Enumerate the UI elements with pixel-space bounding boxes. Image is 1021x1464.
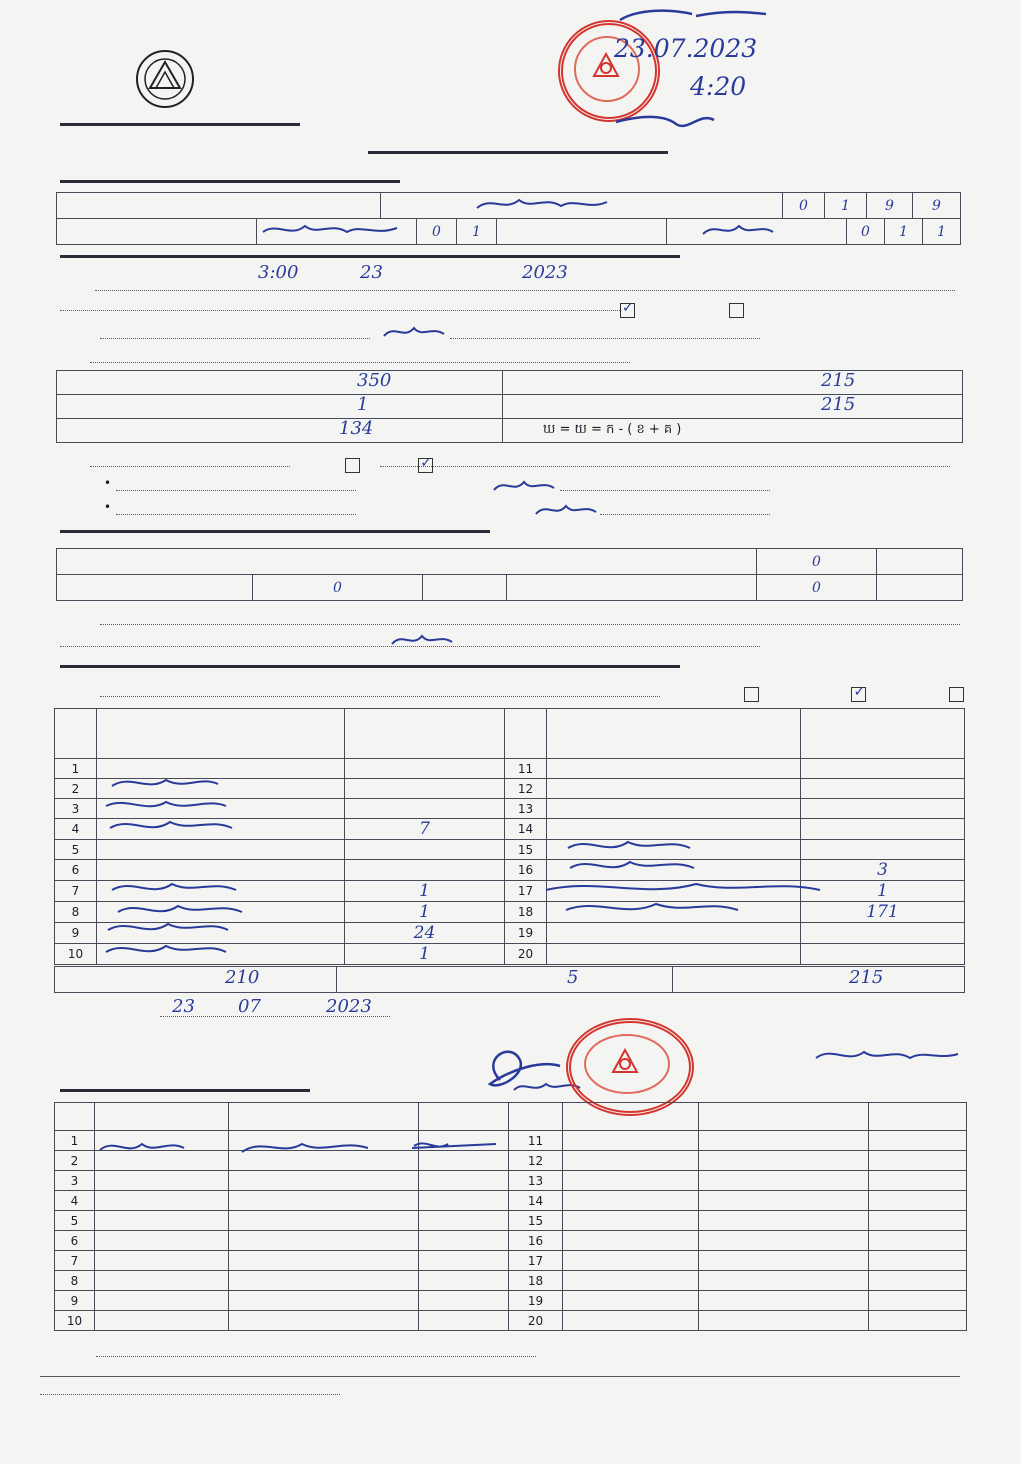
stamp-time: 4:20 xyxy=(690,72,747,101)
row-number: 10 xyxy=(55,1311,95,1331)
witness-signature-cell[interactable] xyxy=(419,1271,509,1291)
bullet-icon: • xyxy=(104,500,112,514)
party-votes: 3 xyxy=(801,860,965,881)
witness-signature-cell[interactable] xyxy=(419,1291,509,1311)
row-number: 6 xyxy=(55,860,97,881)
witness-signature-cell[interactable] xyxy=(869,1251,967,1271)
table-row xyxy=(55,1271,967,1291)
witness-party-cell[interactable] xyxy=(699,1191,869,1211)
witness-party-cell[interactable] xyxy=(699,1271,869,1291)
station-name-value xyxy=(381,193,783,219)
row-number: 15 xyxy=(509,1211,563,1231)
ballots-in-box-value: 215 xyxy=(821,394,856,415)
witness-name-cell[interactable] xyxy=(563,1311,699,1331)
witness-party-cell[interactable] xyxy=(229,1251,419,1271)
section-2-heading xyxy=(60,250,680,262)
row-number: 5 xyxy=(55,1211,95,1231)
box-total-cell xyxy=(673,967,965,993)
box-count-checkbox-1[interactable] xyxy=(744,687,759,702)
witness-party-cell[interactable] xyxy=(229,1311,419,1331)
unused-ballots-value: 134 xyxy=(339,418,374,439)
witness-party-cell[interactable] xyxy=(229,1171,419,1191)
table-row xyxy=(55,1291,967,1311)
party-votes: 7 xyxy=(345,819,505,840)
station-code-digit: 1 xyxy=(825,193,867,219)
witness-signature-cell[interactable] xyxy=(869,1291,967,1311)
complaints-pending-value: 0 xyxy=(253,575,423,601)
witness-party-cell[interactable] xyxy=(699,1291,869,1311)
row-number: 11 xyxy=(509,1131,563,1151)
row-number: 19 xyxy=(505,923,547,944)
formula-cell xyxy=(503,419,963,443)
witness-party-cell[interactable] xyxy=(699,1251,869,1271)
count-day: 23 xyxy=(360,262,383,283)
cases-unit xyxy=(423,575,507,601)
witness-party-cell[interactable] xyxy=(699,1231,869,1251)
complaints-forwarded-value: 0 xyxy=(757,575,877,601)
row-number: 6 xyxy=(55,1231,95,1251)
district-code-digit: 1 xyxy=(885,219,923,245)
party-votes: 1 xyxy=(801,881,965,902)
totals-table xyxy=(54,966,965,993)
party-votes: 1 xyxy=(345,902,505,923)
section-5-heading xyxy=(60,1084,310,1096)
match-yes-checkbox[interactable] xyxy=(345,458,360,473)
table-row xyxy=(55,1171,967,1191)
witness-party-cell[interactable] xyxy=(229,1231,419,1251)
witness-name-cell[interactable] xyxy=(563,1291,699,1311)
damaged-ballots-value: 1 xyxy=(357,394,369,415)
witness-party-cell[interactable] xyxy=(699,1131,869,1151)
station-code-digit: 9 xyxy=(913,193,961,219)
witness-name-cell[interactable] xyxy=(563,1171,699,1191)
row-number: 5 xyxy=(55,840,97,860)
check-icon: ✓ xyxy=(853,684,866,700)
witness-name-cell[interactable] xyxy=(95,1311,229,1331)
station-code-digit: 0 xyxy=(783,193,825,219)
station-code-digit: 9 xyxy=(867,193,913,219)
damaged-ballots-row xyxy=(57,395,503,419)
row-number: 13 xyxy=(505,799,547,819)
witness-party-cell[interactable] xyxy=(699,1151,869,1171)
previous-issues-note xyxy=(380,320,450,349)
commune-label xyxy=(57,219,257,245)
witness-signature-cell[interactable] xyxy=(869,1271,967,1291)
check-icon: ✓ xyxy=(622,300,634,316)
row-number: 12 xyxy=(509,1151,563,1171)
table-header-row xyxy=(55,709,965,759)
organization-title xyxy=(60,116,300,132)
witness-signature-cell[interactable] xyxy=(419,1211,509,1231)
location-info-table xyxy=(56,218,961,245)
witness-name-cell[interactable] xyxy=(563,1211,699,1231)
commune-code-digit: 1 xyxy=(457,219,497,245)
ballots-in-box-row xyxy=(503,395,963,419)
nec-emblem-icon xyxy=(134,48,196,110)
count-start-time: 3:00 xyxy=(258,262,299,283)
district-name-value xyxy=(667,219,847,245)
party-votes: 171 xyxy=(801,902,965,923)
row-number: 4 xyxy=(55,1191,95,1211)
section-3-heading xyxy=(60,525,490,537)
table-row xyxy=(55,1211,967,1231)
row-number: 1 xyxy=(55,1131,95,1151)
complaints-pending-label xyxy=(57,575,253,601)
handwritten-station-name xyxy=(381,194,641,214)
row-number: 7 xyxy=(55,1251,95,1271)
witness-signature-cell[interactable] xyxy=(419,1191,509,1211)
valid-total-cell xyxy=(55,967,337,993)
row-number: 9 xyxy=(55,923,97,944)
commune-code-digit: 0 xyxy=(417,219,457,245)
commune-name-value xyxy=(257,219,417,245)
witness-name-cell[interactable] xyxy=(95,1191,229,1211)
count-year: 2023 xyxy=(522,262,568,283)
complaints-forwarded-label xyxy=(507,575,757,601)
witness-signature-cell[interactable] xyxy=(419,1231,509,1251)
witness-name-cell[interactable] xyxy=(563,1251,699,1271)
footer-rule xyxy=(40,1376,960,1377)
row-number: 2 xyxy=(55,779,97,799)
complaints-note xyxy=(388,628,458,656)
table-row xyxy=(55,1231,967,1251)
table-row xyxy=(55,1191,967,1211)
box-total-value: 215 xyxy=(849,967,884,988)
row-number: 8 xyxy=(55,902,97,923)
record-date-year: 2023 xyxy=(326,996,372,1017)
secretary-signature xyxy=(812,1044,962,1072)
witness-signature-cell[interactable] xyxy=(869,1151,967,1171)
seal-emblem-icon xyxy=(609,1046,641,1078)
district-label xyxy=(497,219,667,245)
witness-name-cell[interactable] xyxy=(563,1271,699,1291)
party-votes: 1 xyxy=(345,944,505,965)
handwritten-commune-name xyxy=(257,220,407,240)
record-date-day: 23 xyxy=(172,996,195,1017)
row-number: 2 xyxy=(55,1151,95,1171)
handwritten-district-name xyxy=(667,220,837,240)
box-count-checkbox-3[interactable] xyxy=(949,687,964,702)
witness-name-cell[interactable] xyxy=(95,1171,229,1191)
seal-intact-checkbox[interactable] xyxy=(620,300,635,318)
witness-signature-cell[interactable] xyxy=(419,1171,509,1191)
row-number: 11 xyxy=(505,759,547,779)
witness-signature-cell[interactable] xyxy=(419,1311,509,1331)
witness-name-cell[interactable] xyxy=(563,1131,699,1151)
witness-signature-cell[interactable] xyxy=(869,1311,967,1331)
row-number: 13 xyxy=(509,1171,563,1191)
table-header-row xyxy=(55,1103,967,1131)
witness-name-cell[interactable] xyxy=(95,1211,229,1231)
received-ballots-value: 350 xyxy=(357,370,392,391)
row-number: 18 xyxy=(509,1271,563,1291)
witness-name-cell[interactable] xyxy=(563,1191,699,1211)
received-ballots-row xyxy=(57,371,503,395)
witness-party-cell[interactable] xyxy=(699,1311,869,1331)
invalid-total-cell xyxy=(337,967,673,993)
check-icon: ✓ xyxy=(420,455,433,471)
row-number: 3 xyxy=(55,799,97,819)
row-number: 4 xyxy=(55,819,97,840)
invalid-total-value: 5 xyxy=(567,967,579,988)
cases-unit xyxy=(877,549,963,575)
witness-party-cell[interactable] xyxy=(229,1271,419,1291)
witness-signature-cell[interactable] xyxy=(869,1231,967,1251)
stamp-date: 23.07.2023 xyxy=(614,34,758,63)
seal-broken-checkbox[interactable] xyxy=(729,303,744,318)
witness-name-cell[interactable] xyxy=(95,1291,229,1311)
complaints-resolved-value: 0 xyxy=(757,549,877,575)
witness-signature-cell[interactable] xyxy=(869,1191,967,1211)
row-number: 20 xyxy=(505,944,547,965)
valid-total-value: 210 xyxy=(225,967,260,988)
row-number: 10 xyxy=(55,944,97,965)
party-votes: 1 xyxy=(345,881,505,902)
row-number: 16 xyxy=(505,860,547,881)
section-1-heading xyxy=(60,175,400,187)
row-number: 14 xyxy=(509,1191,563,1211)
witness-signature-cell[interactable] xyxy=(869,1211,967,1231)
discrepancy-note xyxy=(532,498,602,526)
row-number: 17 xyxy=(505,881,547,902)
stamp-scribble xyxy=(596,4,796,144)
table-row xyxy=(55,1311,967,1331)
row-number: 15 xyxy=(505,840,547,860)
row-number: 8 xyxy=(55,1271,95,1291)
ballot-count-table xyxy=(56,370,963,443)
witness-party-cell[interactable] xyxy=(699,1171,869,1191)
witness-name-cell[interactable] xyxy=(563,1231,699,1251)
witness-name-cell[interactable] xyxy=(95,1231,229,1251)
row-number: 12 xyxy=(505,779,547,799)
table-row xyxy=(55,1251,967,1271)
voters-voted-row xyxy=(503,371,963,395)
row-number: 20 xyxy=(509,1311,563,1331)
unused-ballots-row xyxy=(57,419,503,443)
witness-party-cell[interactable] xyxy=(229,1191,419,1211)
row-number: 3 xyxy=(55,1171,95,1191)
witness-signature-cell[interactable] xyxy=(869,1171,967,1191)
row-number: 14 xyxy=(505,819,547,840)
cases-unit xyxy=(877,575,963,601)
row-number: 17 xyxy=(509,1251,563,1271)
complaints-table xyxy=(56,548,963,601)
ballot-formula: ឃ = យ = ក - ( ខ + គ ) xyxy=(543,422,682,437)
voters-voted-value: 215 xyxy=(821,370,856,391)
box-count-checkbox-2[interactable] xyxy=(851,684,866,702)
witness-party-cell[interactable] xyxy=(229,1291,419,1311)
district-code-digit: 1 xyxy=(923,219,961,245)
station-info-table xyxy=(56,192,961,219)
section-4-heading xyxy=(60,660,680,672)
witness-party-cell[interactable] xyxy=(229,1211,419,1231)
witness-signature-cell[interactable] xyxy=(419,1251,509,1271)
complaints-resolved-label xyxy=(57,549,757,575)
party-votes: 24 xyxy=(345,923,505,944)
witness-name-cell[interactable] xyxy=(95,1271,229,1291)
witness-party-cell[interactable] xyxy=(699,1211,869,1231)
row-number: 7 xyxy=(55,881,97,902)
witness-name-cell[interactable] xyxy=(563,1151,699,1171)
handwritten-witness-entry xyxy=(96,1134,516,1160)
bullet-icon: • xyxy=(104,476,112,490)
row-number: 19 xyxy=(509,1291,563,1311)
row-number: 18 xyxy=(505,902,547,923)
witness-name-cell[interactable] xyxy=(95,1251,229,1271)
form-title xyxy=(368,146,668,158)
row-number: 16 xyxy=(509,1231,563,1251)
record-date-month: 07 xyxy=(238,996,261,1017)
station-label xyxy=(57,193,381,219)
handwritten-party-names xyxy=(96,770,856,970)
district-code-digit: 0 xyxy=(847,219,885,245)
row-number: 1 xyxy=(55,759,97,779)
witness-signature-cell[interactable] xyxy=(869,1131,967,1151)
row-number: 9 xyxy=(55,1291,95,1311)
